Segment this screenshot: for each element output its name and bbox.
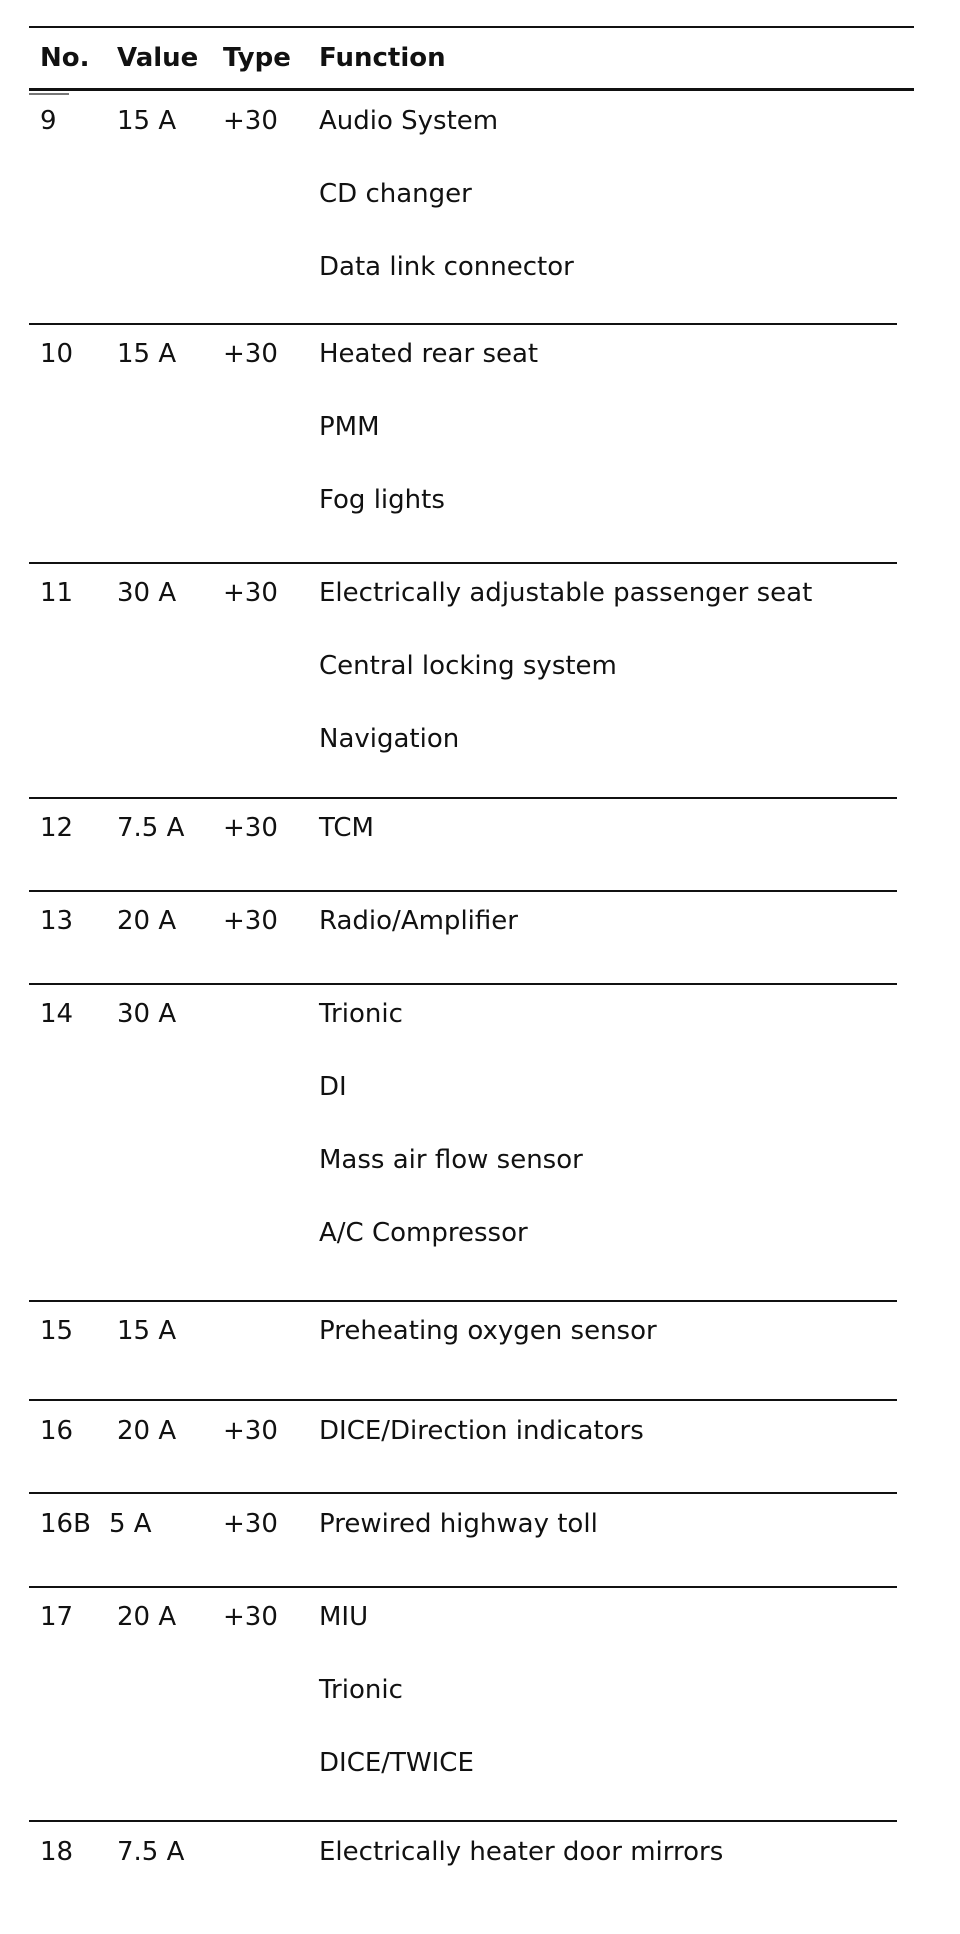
table-row [29,91,897,325]
cell-functions [319,577,812,796]
cell-value: 20 A [117,1416,177,1446]
function-item: DI [319,1072,347,1102]
cell-type: +30 [223,339,278,369]
cell-functions [319,1415,644,1488]
cell-no: 9 [40,106,57,136]
table-row [29,1822,897,1934]
cell-type: +30 [223,1602,278,1632]
cell-value: 30 A [117,578,177,608]
cell-no: 17 [40,1602,74,1632]
cell-value: 20 A [117,1602,177,1632]
cell-functions [319,1836,723,1909]
cell-no: 15 [40,1316,74,1346]
function-item: Prewired highway toll [319,1509,598,1539]
table-body [29,91,914,1934]
cell-value: 5 A [109,1509,152,1539]
header-value: Value [117,43,199,73]
function-item: Data link connector [319,252,574,282]
cell-functions [319,1508,598,1581]
table-row [29,892,897,985]
table-header [29,26,914,91]
cell-type: +30 [223,813,278,843]
table-row [29,325,897,564]
table-row [29,1302,897,1401]
cell-no: 14 [40,999,74,1029]
function-item: TCM [319,813,374,843]
header-function: Function [319,43,446,73]
function-item: Heated rear seat [319,339,539,369]
function-item: A/C Compressor [319,1218,528,1248]
table-row [29,564,897,799]
cell-no: 18 [40,1837,74,1867]
cell-functions [319,338,538,557]
header-no: No. [40,43,90,73]
cell-no: 13 [40,906,74,936]
table-row [29,799,897,892]
cell-functions [319,1601,474,1820]
header-type: Type [223,43,291,73]
function-item: Electrically adjustable passenger seat [319,578,813,608]
cell-functions [319,812,374,885]
function-item: PMM [319,412,380,442]
cell-no: 16 [40,1416,74,1446]
cell-functions [319,998,583,1290]
cell-functions [319,905,518,978]
table-row [29,1494,897,1588]
cell-value: 15 A [117,106,177,136]
function-item: Mass air flow sensor [319,1145,583,1175]
cell-type: +30 [223,578,278,608]
function-item: Navigation [319,724,460,754]
function-item: DICE/TWICE [319,1748,474,1778]
fuse-table [29,26,914,1934]
cell-value: 7.5 A [117,1837,185,1867]
function-item: Trionic [319,1675,403,1705]
cell-value: 20 A [117,906,177,936]
function-item: Central locking system [319,651,617,681]
cell-functions [319,1315,657,1388]
function-item: Radio/Amplifier [319,906,518,936]
table-row [29,1401,897,1494]
cell-no: 12 [40,813,74,843]
cell-value: 7.5 A [117,813,185,843]
function-item: Electrically heater door mirrors [319,1837,724,1867]
table-row [29,985,897,1302]
table-row [29,1588,897,1822]
cell-type: +30 [223,106,278,136]
cell-no: 11 [40,578,74,608]
cell-value: 15 A [117,339,177,369]
function-item: Trionic [319,999,403,1029]
function-item: CD changer [319,179,472,209]
function-item: MIU [319,1602,369,1632]
cell-value: 15 A [117,1316,177,1346]
cell-type: +30 [223,1509,278,1539]
cell-type: +30 [223,906,278,936]
cell-no: 16B [40,1509,91,1539]
cell-functions [319,105,574,324]
function-item: Fog lights [319,485,445,515]
cell-value: 30 A [117,999,177,1029]
function-item: Audio System [319,106,499,136]
cell-no: 10 [40,339,74,369]
cell-type: +30 [223,1416,278,1446]
function-item: Preheating oxygen sensor [319,1316,657,1346]
function-item: DICE/Direction indicators [319,1416,644,1446]
